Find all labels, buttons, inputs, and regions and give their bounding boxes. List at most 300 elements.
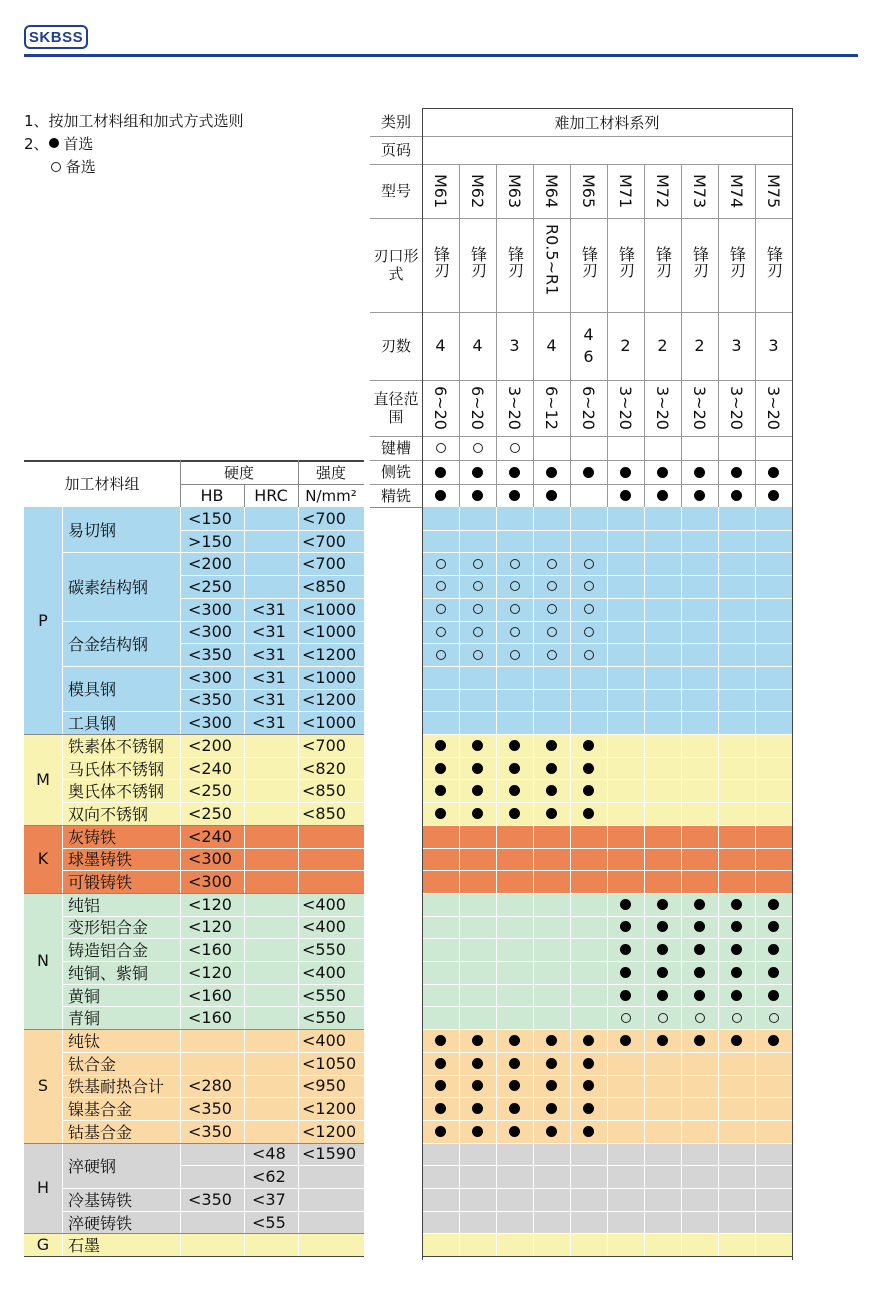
alternative-circle-icon (584, 650, 594, 660)
preferred-dot-icon (620, 490, 631, 501)
grid-line-v (718, 164, 719, 507)
category-value: 难加工材料系列 (554, 113, 660, 132)
alternative-mark (570, 552, 607, 575)
preferred-dot-icon (509, 808, 520, 819)
preferred-dot-icon (472, 808, 483, 819)
grid-line-v (718, 507, 719, 1256)
diameter-cell (496, 380, 533, 436)
grid-line-v (298, 460, 299, 507)
model-label: M63 (505, 173, 524, 209)
model-M75 (755, 164, 792, 218)
strength-value: <700 (302, 735, 346, 755)
alternative-circle-icon (473, 627, 483, 637)
group-code-G: G (36, 1235, 50, 1255)
strength-value: <1200 (302, 645, 357, 665)
hrc-value (244, 552, 298, 575)
preferred-mark (607, 916, 644, 939)
grid-line-h (62, 1120, 180, 1121)
preferred-dot-icon (472, 740, 483, 751)
alternative-circle-icon (769, 1013, 779, 1023)
preferred-dot-icon (546, 1103, 557, 1114)
preferred-mark (496, 757, 533, 780)
preferred-mark (422, 757, 459, 780)
preferred-dot-icon (583, 1058, 594, 1069)
flutes-value: 4 (435, 336, 446, 355)
spec-label-side_milling: 侧铣 (380, 463, 411, 481)
hb-value: <350 (188, 690, 232, 710)
preferred-dot-icon (472, 1080, 483, 1091)
spec-label-edge_form: 刃口形式 (373, 247, 419, 283)
hb-value: <300 (188, 599, 232, 619)
preferred-mark (422, 1075, 459, 1098)
preferred-mark (533, 779, 570, 802)
preferred-mark (459, 757, 496, 780)
grid-line-h (24, 1029, 364, 1030)
strength-value (298, 1165, 364, 1188)
material-name: 马氏体不锈钢 (68, 759, 165, 779)
grid-line-h (24, 1256, 364, 1257)
hb-value (180, 1165, 244, 1188)
note-line-3: 备选 (24, 156, 244, 179)
strength-value: <850 (302, 781, 346, 801)
preferred-mark (755, 938, 792, 961)
grid-line-v (533, 507, 534, 1256)
diameter-cell (533, 380, 570, 436)
preferred-mark (681, 961, 718, 984)
alternative-circle-icon (473, 604, 483, 614)
material-name: 钴基合金 (68, 1122, 133, 1142)
preferred-dot-icon (583, 785, 594, 796)
alternative-mark (422, 575, 459, 598)
flutes-value: 2 (657, 336, 668, 355)
header-hrc: HRC (254, 486, 288, 505)
preferred-mark (644, 961, 681, 984)
alternative-circle-icon (732, 1013, 742, 1023)
flutes-value: 3 (509, 336, 520, 355)
side_milling-cell (607, 460, 644, 484)
alternative-mark (755, 1006, 792, 1029)
model-label: M71 (616, 173, 635, 209)
flutes-cell (644, 312, 681, 380)
preferred-mark (755, 961, 792, 984)
grid-line-h (422, 108, 792, 109)
strength-value (298, 825, 364, 848)
model-label: M62 (468, 173, 487, 209)
alternative-circle-icon (584, 559, 594, 569)
preferred-mark (755, 893, 792, 916)
flutes-value: 3 (768, 336, 779, 355)
alternative-circle-icon (584, 604, 594, 614)
header-hb: HB (200, 486, 224, 505)
header-rule (24, 54, 858, 57)
hrc-value (244, 1052, 298, 1075)
grid-line-h (62, 666, 180, 667)
grid-line-h (62, 802, 180, 803)
preferred-dot-icon (472, 763, 483, 774)
alternative-circle-icon (510, 604, 520, 614)
grid-line-h (180, 938, 364, 939)
preferred-dot-icon (509, 1058, 520, 1069)
hrc-value: <55 (252, 1212, 286, 1232)
preferred-mark (681, 984, 718, 1007)
side_milling-cell (459, 460, 496, 484)
flutes-value: 3 (731, 336, 742, 355)
hb-value: <120 (188, 917, 232, 937)
material-name: 工具钢 (68, 714, 117, 734)
preferred-dot-icon (435, 740, 446, 751)
model-M62 (459, 164, 496, 218)
strength-value: <1200 (302, 1099, 357, 1119)
alternative-mark (422, 621, 459, 644)
header-unit: N/mm² (305, 486, 357, 505)
preferred-dot-icon (620, 467, 631, 478)
finishing-cell (533, 484, 570, 507)
preferred-dot-icon (731, 967, 742, 978)
side_milling-cell (533, 460, 570, 484)
alternative-circle-icon (473, 581, 483, 591)
preferred-mark (718, 938, 755, 961)
grid-line-h (62, 1075, 180, 1076)
preferred-mark (570, 734, 607, 757)
material-name: 球墨铸铁 (68, 850, 133, 870)
preferred-dot-icon (583, 1103, 594, 1114)
preferred-dot-icon (583, 1035, 594, 1046)
alternative-circle-icon (473, 443, 483, 453)
preferred-mark (459, 1052, 496, 1075)
grid-line-h (180, 1188, 364, 1189)
hb-value: <150 (188, 508, 232, 528)
keyway-cell (570, 436, 607, 460)
hb-value: <350 (188, 645, 232, 665)
strength-value: <700 (302, 554, 346, 574)
grid-line-h (370, 312, 792, 313)
grid-line-h (180, 643, 364, 644)
preferred-dot-icon (768, 1035, 779, 1046)
alternative-mark (570, 575, 607, 598)
hollow-circle-icon (51, 162, 61, 172)
grid-line-h (62, 870, 180, 871)
hb-value: <120 (188, 894, 232, 914)
edge-form-value: 锋刃 (431, 246, 451, 278)
model-label: M74 (727, 173, 746, 209)
grid-line-h (62, 552, 180, 553)
spec-label-finishing: 精铣 (380, 486, 411, 505)
preferred-mark (422, 734, 459, 757)
group-code-N: N (37, 951, 49, 971)
edge-form-cell (422, 218, 459, 312)
hrc-value (244, 825, 298, 848)
alternative-mark (422, 643, 459, 666)
preferred-mark (681, 938, 718, 961)
hb-value: <160 (188, 940, 232, 960)
edge-form-value: 锋刃 (579, 246, 599, 278)
alternative-mark (496, 621, 533, 644)
hrc-value (244, 848, 298, 871)
side_milling-cell (718, 460, 755, 484)
alternative-mark (570, 621, 607, 644)
grid-line-h (370, 460, 792, 461)
edge-form-cell (570, 218, 607, 312)
flutes-cell (533, 312, 570, 380)
strength-value: <1590 (302, 1144, 357, 1164)
preferred-mark (496, 1029, 533, 1052)
material-name: 铸造铝合金 (68, 941, 149, 961)
diameter-value: 3~20 (616, 386, 635, 430)
alternative-mark (459, 598, 496, 621)
diameter-value: 6~20 (468, 386, 487, 430)
alternative-mark (496, 575, 533, 598)
spec-label-page: 页码 (380, 141, 411, 159)
preferred-mark (718, 916, 755, 939)
alternative-circle-icon (510, 559, 520, 569)
grid-line-h (180, 711, 364, 712)
preferred-dot-icon (546, 740, 557, 751)
preferred-mark (755, 1029, 792, 1052)
preferred-dot-icon (768, 467, 779, 478)
flutes-cell (422, 312, 459, 380)
keyway-cell (644, 436, 681, 460)
preferred-mark (496, 779, 533, 802)
alternative-circle-icon (510, 627, 520, 637)
grid-line-h (370, 484, 792, 485)
keyway-cell (459, 436, 496, 460)
alternative-mark (533, 552, 570, 575)
preferred-dot-icon (435, 1035, 446, 1046)
edge-form-cell (533, 218, 570, 312)
flutes-value: 2 (694, 336, 705, 355)
strength-value (298, 848, 364, 871)
preferred-dot-icon (583, 467, 594, 478)
preferred-mark (718, 1029, 755, 1052)
preferred-mark (607, 984, 644, 1007)
hrc-value (244, 757, 298, 780)
flutes-cell (459, 312, 496, 380)
hb-value: <160 (188, 1008, 232, 1028)
note-line-1: 1、按加工材料组和加式方式选则 (24, 112, 244, 130)
filled-dot-icon (49, 138, 59, 148)
strength-value: <400 (302, 962, 346, 982)
grid-line-h (370, 380, 792, 381)
edge-form-cell (459, 218, 496, 312)
finishing-cell (422, 484, 459, 507)
grid-line-v (607, 164, 608, 507)
preferred-dot-icon (583, 808, 594, 819)
preferred-mark (570, 1120, 607, 1143)
hrc-value (244, 1029, 298, 1052)
strength-value: <1050 (302, 1053, 357, 1073)
model-M65 (570, 164, 607, 218)
hrc-value (244, 938, 298, 961)
brand-logo: SKBSS (24, 25, 88, 49)
alternative-mark (718, 1006, 755, 1029)
hrc-value (244, 961, 298, 984)
hrc-value (244, 893, 298, 916)
strength-value: <700 (302, 508, 346, 528)
preferred-dot-icon (694, 490, 705, 501)
preferred-dot-icon (472, 490, 483, 501)
edge-form-value: 锋刃 (653, 246, 673, 278)
preferred-mark (459, 1029, 496, 1052)
preferred-dot-icon (509, 1035, 520, 1046)
material-name: 碳素结构钢 (68, 577, 149, 597)
hrc-value (244, 802, 298, 825)
hrc-value (244, 1075, 298, 1098)
preferred-mark (570, 779, 607, 802)
preferred-dot-icon (583, 740, 594, 751)
material-name: 铁素体不锈钢 (68, 736, 165, 756)
grid-line-h (24, 893, 364, 894)
preferred-mark (496, 802, 533, 825)
edge-form-value: 锋刃 (468, 246, 488, 278)
preferred-dot-icon (657, 921, 668, 932)
hrc-value (244, 1233, 298, 1256)
preferred-dot-icon (620, 1035, 631, 1046)
strength-value: <850 (302, 803, 346, 823)
diameter-cell (718, 380, 755, 436)
preferred-dot-icon (657, 967, 668, 978)
hb-value: <300 (188, 872, 232, 892)
preferred-dot-icon (657, 944, 668, 955)
grid-line-h (62, 916, 180, 917)
edge-form-value: 锋刃 (764, 246, 784, 278)
grid-line-h (180, 1211, 364, 1212)
strength-value: <820 (302, 758, 346, 778)
diameter-value: 3~20 (505, 386, 524, 430)
hrc-value (244, 916, 298, 939)
preferred-dot-icon (435, 1058, 446, 1069)
preferred-dot-icon (509, 1126, 520, 1137)
preferred-dot-icon (620, 944, 631, 955)
alternative-circle-icon (658, 1013, 668, 1023)
hb-value: <240 (188, 758, 232, 778)
hrc-value: <62 (252, 1167, 286, 1187)
grid-line-h (62, 961, 180, 962)
alternative-mark (496, 598, 533, 621)
grid-line-h (180, 1075, 364, 1076)
model-label: M65 (579, 173, 598, 209)
flutes-value: 4 (583, 325, 594, 344)
hrc-value: <31 (252, 713, 286, 733)
preferred-dot-icon (731, 1035, 742, 1046)
grid-line-v (681, 507, 682, 1256)
preferred-mark (644, 893, 681, 916)
preferred-dot-icon (583, 1126, 594, 1137)
model-M61 (422, 164, 459, 218)
preferred-mark (533, 757, 570, 780)
hrc-value: <37 (252, 1189, 286, 1209)
model-M73 (681, 164, 718, 218)
preferred-mark (459, 1120, 496, 1143)
preferred-dot-icon (583, 1080, 594, 1091)
preferred-mark (533, 1052, 570, 1075)
edge-form-value: 锋刃 (505, 246, 525, 278)
flutes-cell (570, 312, 607, 380)
alternative-mark (533, 621, 570, 644)
material-name: 双向不锈钢 (68, 804, 149, 824)
strength-value: <1000 (302, 667, 357, 687)
preferred-mark (644, 1029, 681, 1052)
hb-value: <300 (188, 713, 232, 733)
preferred-dot-icon (657, 490, 668, 501)
alternative-circle-icon (547, 650, 557, 660)
preferred-mark (644, 916, 681, 939)
material-name: 铁基耐热合计 (68, 1077, 165, 1097)
grid-line-v (607, 507, 608, 1256)
preferred-dot-icon (435, 1080, 446, 1091)
strength-value (298, 870, 364, 893)
preferred-dot-icon (731, 899, 742, 910)
material-name: 钛合金 (68, 1054, 117, 1074)
preferred-dot-icon (768, 990, 779, 1001)
flutes-cell (496, 312, 533, 380)
strength-value: <550 (302, 940, 346, 960)
flutes-cell (718, 312, 755, 380)
preferred-dot-icon (546, 763, 557, 774)
hrc-value (244, 1006, 298, 1029)
preferred-dot-icon (768, 967, 779, 978)
strength-value: <550 (302, 985, 346, 1005)
hb-value: <250 (188, 803, 232, 823)
preferred-mark (681, 893, 718, 916)
grid-line-v (496, 507, 497, 1256)
grid-line-v (496, 164, 497, 507)
hb-value: <200 (188, 554, 232, 574)
preferred-dot-icon (435, 763, 446, 774)
strength-value (298, 1188, 364, 1211)
preferred-mark (570, 1052, 607, 1075)
preferred-dot-icon (472, 785, 483, 796)
strength-value: <1200 (302, 690, 357, 710)
preferred-dot-icon (694, 899, 705, 910)
preferred-dot-icon (731, 944, 742, 955)
grid-line-h (62, 1052, 180, 1053)
keyway-cell (422, 436, 459, 460)
hb-value: <120 (188, 962, 232, 982)
alternative-circle-icon (547, 627, 557, 637)
grid-line-h (24, 1143, 364, 1144)
alternative-circle-icon (473, 559, 483, 569)
preferred-dot-icon (472, 1035, 483, 1046)
strength-value (298, 1211, 364, 1234)
model-M63 (496, 164, 533, 218)
grid-line-h (180, 530, 364, 531)
preferred-dot-icon (546, 1080, 557, 1091)
edge-form-value: 锋刃 (690, 246, 710, 278)
keyway-cell (718, 436, 755, 460)
diameter-value: 6~12 (542, 386, 561, 430)
preferred-dot-icon (546, 785, 557, 796)
preferred-dot-icon (731, 467, 742, 478)
alternative-mark (496, 552, 533, 575)
spec-label-diameter: 直径范围 (373, 390, 419, 426)
material-name: 奥氏体不锈钢 (68, 782, 165, 802)
alternative-mark (496, 643, 533, 666)
preferred-mark (718, 961, 755, 984)
strength-value: <550 (302, 1008, 346, 1028)
preferred-dot-icon (768, 944, 779, 955)
preferred-dot-icon (509, 740, 520, 751)
model-label: M73 (690, 173, 709, 209)
preferred-dot-icon (435, 785, 446, 796)
spec-label-flutes: 刃数 (380, 337, 411, 355)
grid-line-h (62, 779, 180, 780)
edge-form-cell (755, 218, 792, 312)
model-label: M75 (764, 173, 783, 209)
material-name: 石墨 (68, 1236, 101, 1256)
edge-form-value: R0.5~R1 (542, 224, 562, 296)
flutes-cell (755, 312, 792, 380)
preferred-dot-icon (620, 967, 631, 978)
